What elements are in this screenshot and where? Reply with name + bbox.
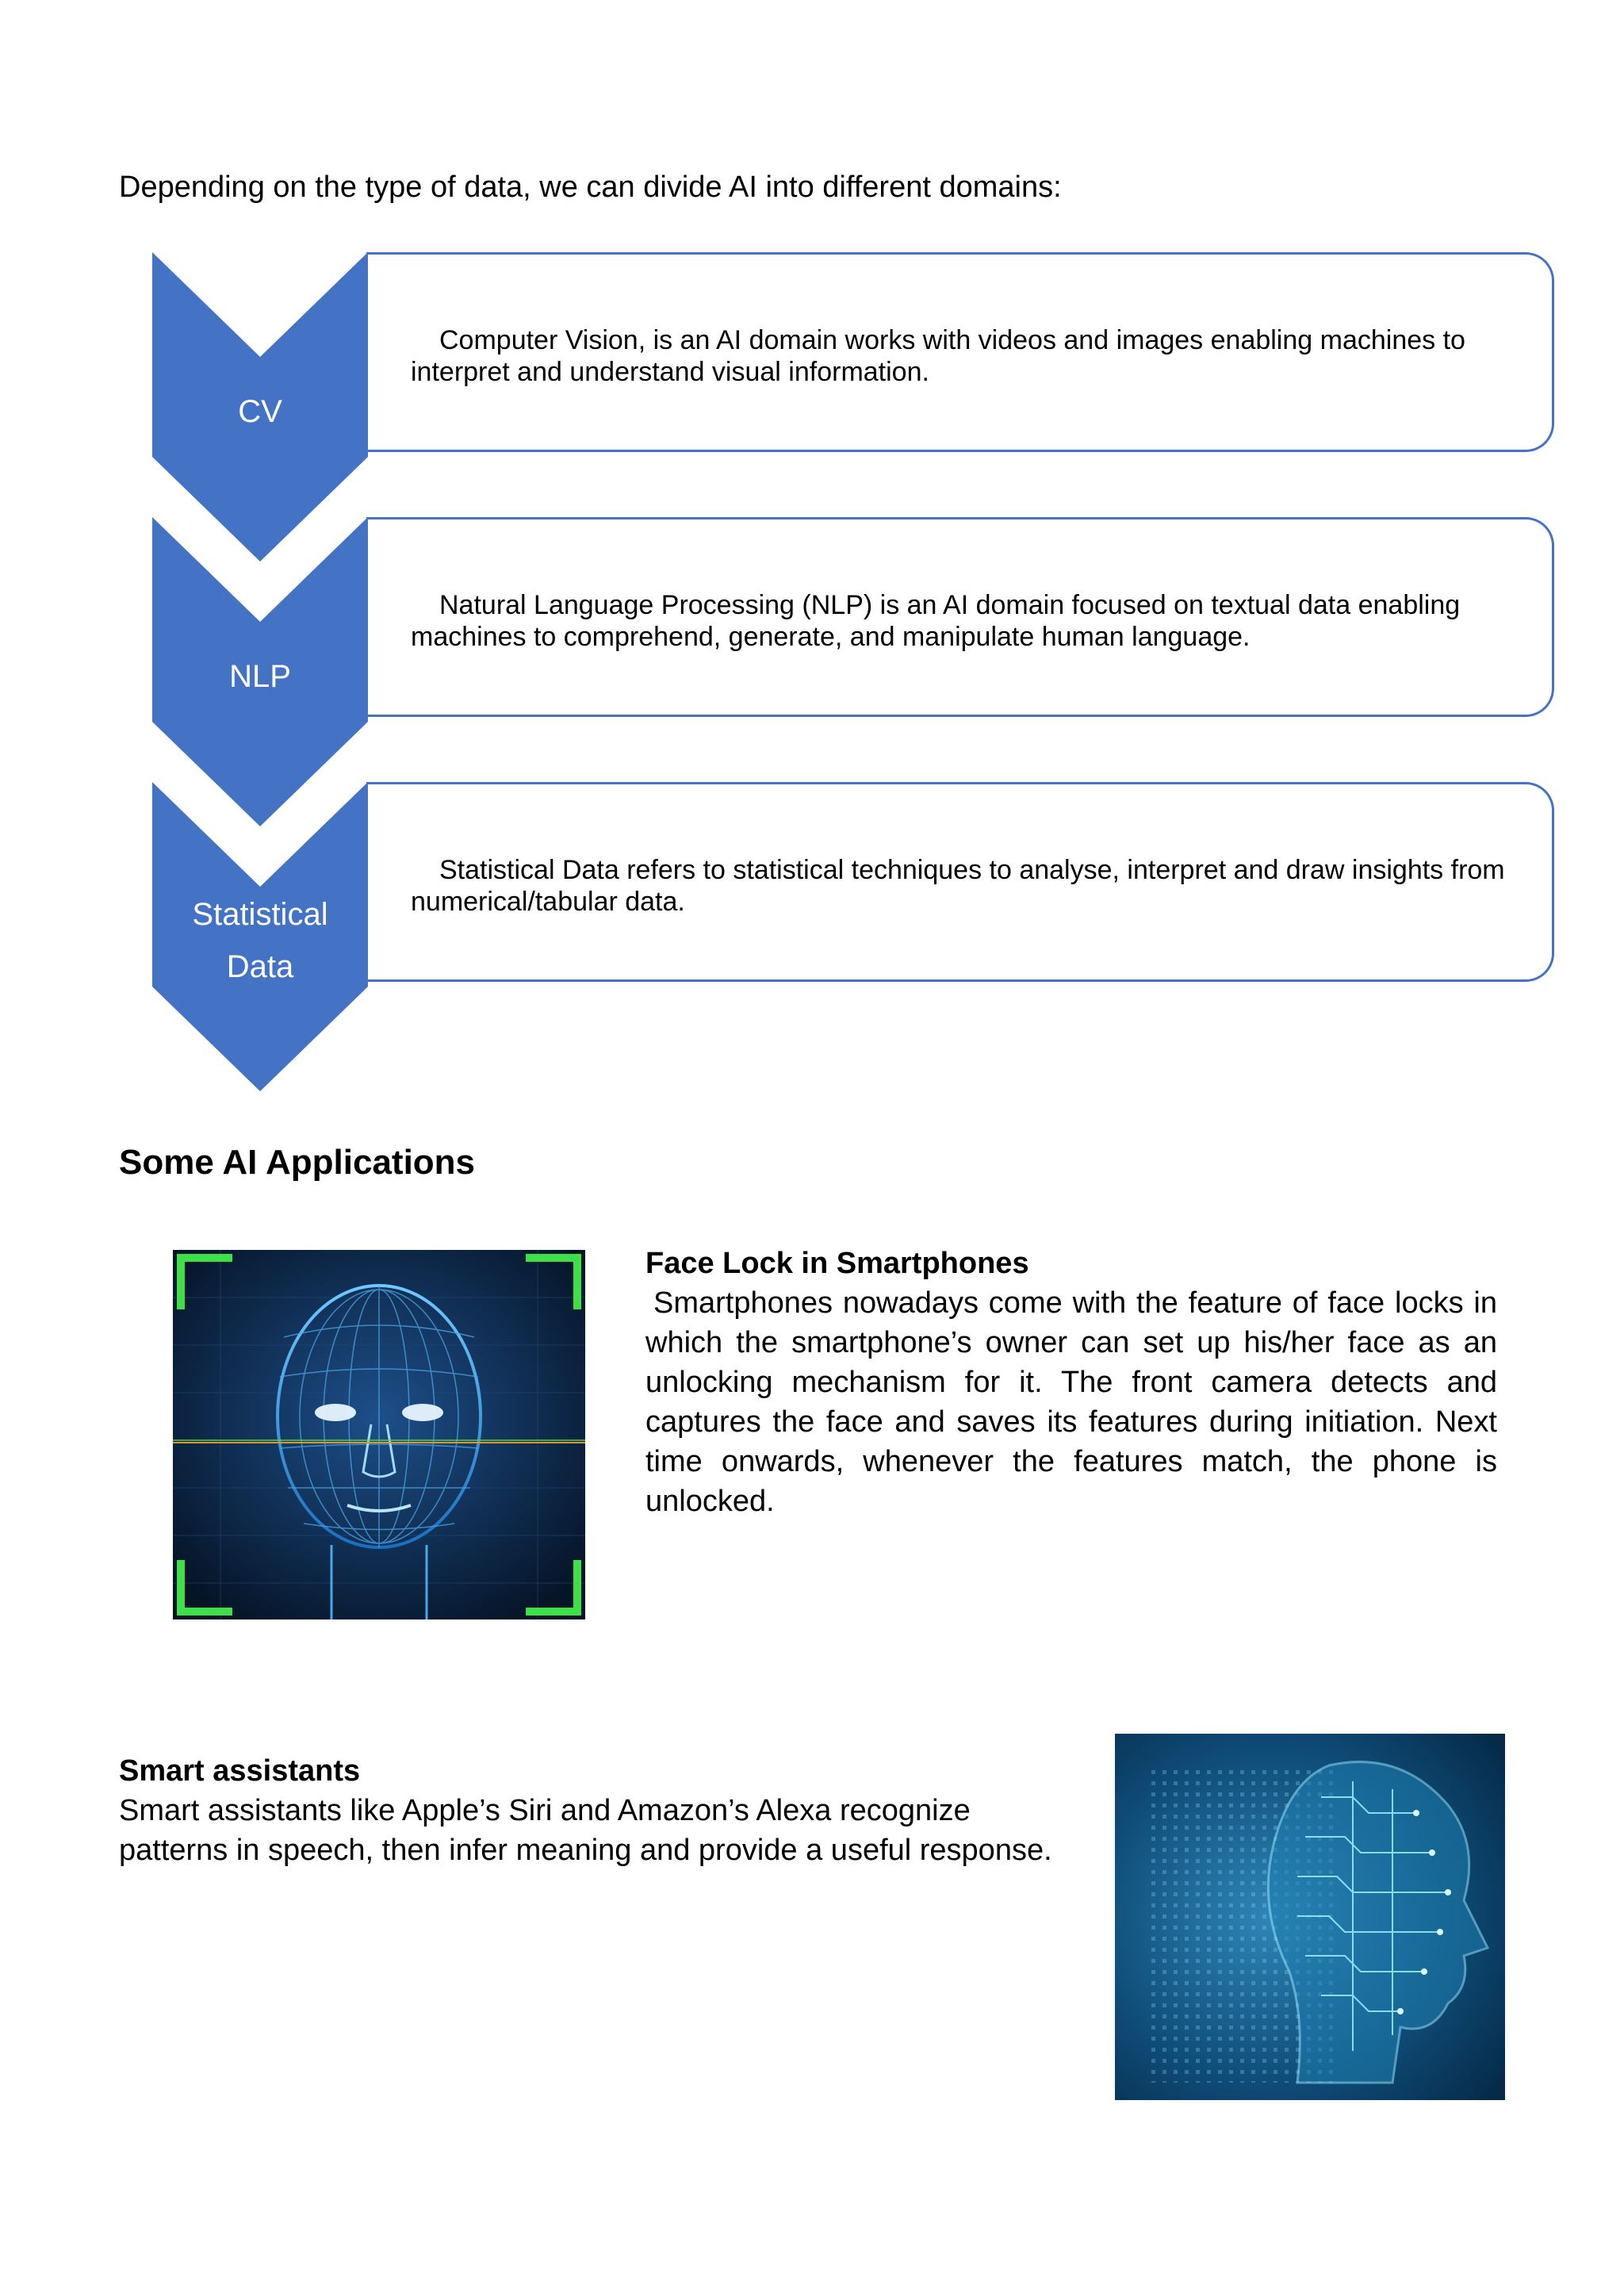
intro-text: Depending on the type of data, we can divide AI into different domains: — [119, 171, 1062, 204]
ai-head-image — [1115, 1734, 1505, 2100]
domain-description-box-cv — [366, 252, 1554, 452]
app-text-smart-assistants: Smart assistants like Apple’s Siri and Amazon’s Alexa recognize patterns in speech, then infer meaning and provide a useful response. — [119, 1794, 1052, 1867]
domain-label-statistical-data-line1: Statistical — [192, 897, 328, 932]
domain-description-nlp: Natural Language Processing (NLP) is an AI domain focused on textual data enabling machines to comprehend, generate, and manipulate human language. — [411, 590, 1461, 652]
domain-description-cv: Computer Vision, is an AI domain works with videos and images enabling machines to interpret and understand visual information. — [411, 325, 1465, 387]
domain-chevron-cv — [152, 252, 368, 562]
app-title-smart-assistants: Smart assistants — [119, 1754, 361, 1788]
section-title: Some AI Applications — [119, 1143, 476, 1182]
domain-label-nlp: NLP — [229, 659, 291, 694]
face-recognition-image — [173, 1250, 585, 1619]
app-title-face-lock: Face Lock in Smartphones — [645, 1247, 1029, 1280]
domain-description-statistical-data: Statistical Data refers to statistical techniques to analyse, interpret and draw insights from numerical/tabular data. — [411, 855, 1505, 917]
app-text-face-lock: Smartphones nowadays come with the feature of face locks in which the smartphone’s owner can set up his/her face as an unlocking mechanism for it. The front camera detects and captures the face and saves its features during initiation. Next time onwards, whenever the features match, the phone is unlocked. — [645, 1286, 1497, 1518]
domain-description-box-statistical-data — [366, 782, 1554, 982]
domain-chevron-nlp — [152, 517, 368, 826]
domain-chevron-statistical-data — [152, 782, 368, 1091]
domain-label-statistical-data-line2: Data — [226, 949, 294, 984]
domain-description-box-nlp — [366, 517, 1554, 717]
domain-label-cv: CV — [238, 394, 282, 429]
